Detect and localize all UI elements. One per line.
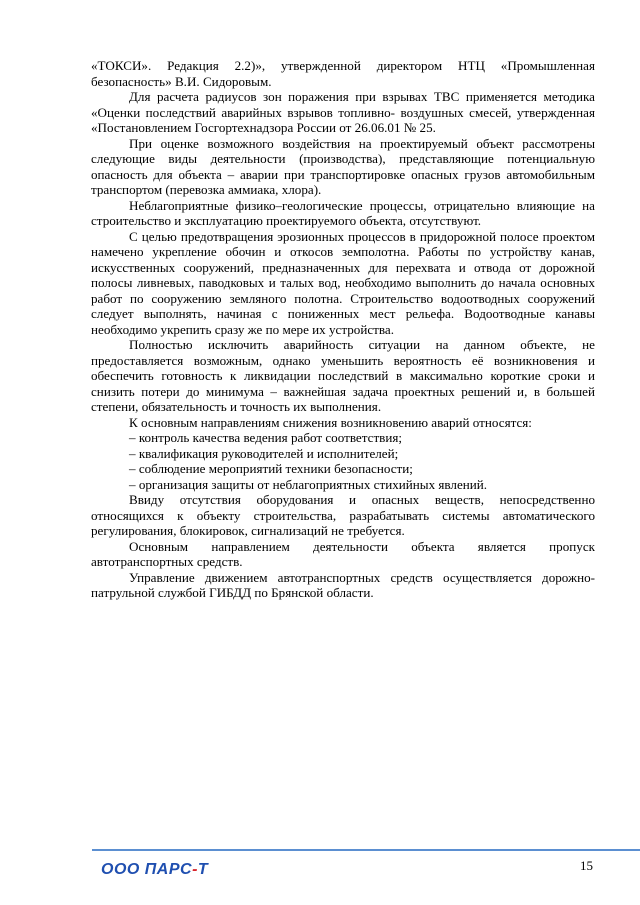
paragraph-10: Управление движением автотранспортных средств осуществляется дорожно-патрульной службой ГИБДД по Брянской области. <box>91 569 595 600</box>
paragraph-9: Основным направлением деятельности объекта является пропуск автотранспортных средств. <box>91 538 595 569</box>
paragraph-2: Для расчета радиусов зон поражения при взрывах ТВС применяется методика «Оценки последствий аварийных взрывов топливно- воздушных смесей, утвержденная «Постановлением Госгортехнадзора России от 26.06.01 № 25. <box>91 89 595 135</box>
logo-text-main: ООО ПАРС <box>101 861 193 878</box>
logo-text-end: Т <box>197 861 209 878</box>
list-item-3: – соблюдение мероприятий техники безопасности; <box>129 461 413 476</box>
list-item-4: – организация защиты от неблагоприятных стихийных явлений. <box>129 476 488 492</box>
paragraph-5: С целью предотвращения эрозионных процессов в придорожной полосе проектом намечено укрепление обочин и откосов земполотна. Работы по устройству канав, искусственных сооружений, предназначенных для перехвата и отвода от дорожной полосы ливневых, паводковых и талых вод, необходимо выполнить до начала основных работ по сооружению земляного полотна. Строительство водоотводных сооружений следует выполнять, начиная с пониженных мест рельефа. Водоотводные канавы необходимо укрепить сразу же по мере их устройства. <box>91 228 595 337</box>
list-item-1: – контроль качества ведения работ соответствия; <box>129 430 403 445</box>
company-logo <box>101 861 208 879</box>
document-body <box>91 58 595 601</box>
paragraph-7: К основным направлениям снижения возникновению аварий относятся: <box>129 414 532 430</box>
list-item-2: – квалификация руководителей и исполнителей; <box>129 445 399 461</box>
paragraph-8: Ввиду отсутствия оборудования и опасных веществ, непосредственно относящихся к объекту строительства, разрабатывать системы автоматического регулирования, блокировок, сигнализаций не требуется. <box>91 492 595 538</box>
paragraph-1: «ТОКСИ». Редакция 2.2)», утвержденной директором НТЦ «Промышленная безопасность» В.И. Сидоровым. <box>91 58 595 89</box>
page-number: 15 <box>580 858 593 873</box>
logo-dash: - <box>192 861 198 878</box>
footer-divider <box>92 849 640 851</box>
paragraph-3: При оценке возможного воздействия на проектируемый объект рассмотрены следующие виды деятельности (производства), представляющие потенциальную опасность для объекта – аварии при транспортировке опасных грузов автомобильным транспортом (перевозка аммиака, хлора). <box>91 135 595 197</box>
paragraph-6: Полностью исключить аварийность ситуации на данном объекте, не предоставляется возможным, однако уменьшить вероятность её возникновения и обеспечить готовность к ликвидации последствий в максимально короткие сроки и снизить потери до минимума – важнейшая задача проектных решений и, в большей степени, обязательность и точность их выполнения. <box>91 337 595 414</box>
paragraph-4: Неблагоприятные физико–геологические процессы, отрицательно влияющие на строительство и эксплуатацию проектируемого объекта, отсутствуют. <box>91 197 595 228</box>
